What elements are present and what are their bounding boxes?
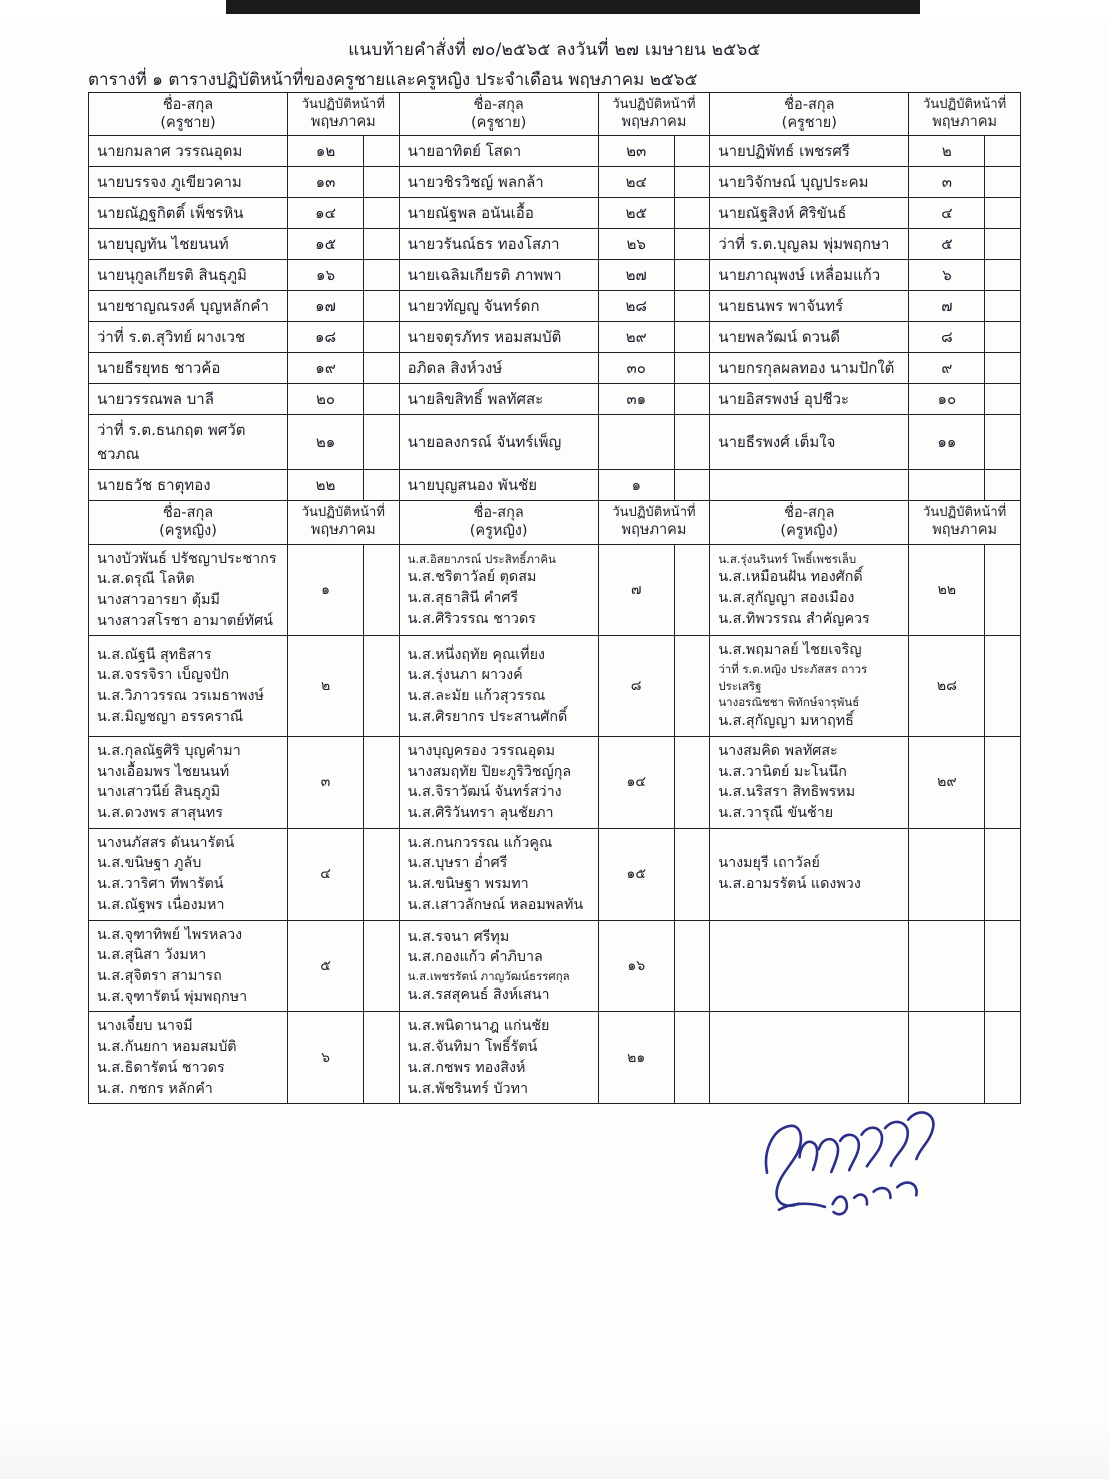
spare-cell bbox=[364, 384, 400, 415]
duty-date-cell: ๒๔ bbox=[598, 167, 674, 198]
table-row bbox=[89, 353, 1021, 384]
spare-cell bbox=[364, 198, 400, 229]
duty-date-cell: ๙ bbox=[909, 353, 985, 384]
duty-date-cell: ๓๑ bbox=[598, 384, 674, 415]
list-item: น.ส.อิสยาภรณ์ ประสิทธิ์ภาคิน bbox=[407, 551, 556, 566]
teacher-name-group-cell bbox=[399, 828, 598, 920]
table-row bbox=[89, 198, 1021, 229]
spare-cell bbox=[674, 260, 710, 291]
teacher-name-cell: นายวทัญญู จันทร์ดก bbox=[399, 291, 598, 322]
spare-cell bbox=[364, 828, 400, 920]
spare-cell bbox=[364, 353, 400, 384]
list-item: น.ส.จุฑารัตน์ พุ่มพฤกษา bbox=[97, 988, 248, 1005]
teacher-name-group-cell bbox=[89, 544, 288, 636]
spare-cell bbox=[985, 544, 1021, 636]
teacher-name-cell: อภิดล สิงห์วงษ์ bbox=[399, 353, 598, 384]
teacher-name-group-cell bbox=[399, 920, 598, 1012]
table-row-group bbox=[89, 636, 1021, 736]
list-item: นางสาวสโรชา อามาตย์ทัศน์ bbox=[97, 612, 273, 629]
header-date-female: วันปฏิบัติหน้าที่ พฤษภาคม bbox=[287, 501, 399, 544]
duty-date-cell: ๒๐ bbox=[287, 384, 363, 415]
spare-cell bbox=[674, 415, 710, 470]
duty-date-cell: ๑๗ bbox=[287, 291, 363, 322]
list-item: น.ส.ทิพวรรณ สำคัญควร bbox=[718, 610, 870, 627]
duty-date-cell: ๑๔ bbox=[287, 198, 363, 229]
teacher-name-cell: นายปฏิพัทธ์ เพชรศรี bbox=[710, 136, 909, 167]
list-item: นางบุญครอง วรรณอุดม bbox=[407, 742, 555, 759]
teacher-name-group-cell bbox=[710, 1012, 909, 1104]
list-item: น.ส.จิราวัฒน์ จันทร์สว่าง bbox=[407, 784, 562, 801]
duty-date-cell: ๒๒ bbox=[909, 544, 985, 636]
spare-cell bbox=[674, 136, 710, 167]
duty-date-cell: ๑๐ bbox=[909, 384, 985, 415]
spare-cell bbox=[674, 384, 710, 415]
duty-date-cell: ๒๙ bbox=[598, 322, 674, 353]
teacher-name-cell: นายธวัช ธาตุทอง bbox=[89, 470, 288, 501]
spare-cell bbox=[674, 736, 710, 828]
duty-date-cell: ๑๕ bbox=[287, 229, 363, 260]
duty-roster-table bbox=[88, 92, 1021, 1104]
spare-cell bbox=[364, 636, 400, 736]
duty-date-cell: ๕ bbox=[909, 229, 985, 260]
spare-cell bbox=[364, 167, 400, 198]
duty-date-cell: ๔ bbox=[287, 828, 363, 920]
duty-date-cell: ๗ bbox=[909, 291, 985, 322]
duty-date-cell: ๑๔ bbox=[598, 736, 674, 828]
duty-date-cell: ๑๙ bbox=[287, 353, 363, 384]
duty-date-cell: ๖ bbox=[909, 260, 985, 291]
list-item: น.ส.กชพร ทองสิงห์ bbox=[407, 1059, 526, 1076]
list-item: น.ส.ศิริวันทรา ลุนชัยภา bbox=[407, 804, 554, 821]
spare-cell bbox=[985, 920, 1021, 1012]
teacher-name-cell: นายบุญสนอง พันชัย bbox=[399, 470, 598, 501]
header-name-male: ชื่อ-สกุล (ครูชาย) bbox=[89, 93, 288, 136]
table-row bbox=[89, 322, 1021, 353]
spare-cell bbox=[674, 636, 710, 736]
list-item: นางอรณิชชา พิทักษ์จารุพันธ์ bbox=[718, 695, 860, 710]
document-header-line-2: ตารางที่ ๑ ตารางปฏิบัติหน้าที่ของครูชายและครูหญิง ประจำเดือน พฤษภาคม ๒๕๖๕ bbox=[88, 70, 698, 90]
list-item: น.ส.วานิตย์ มะโนนึก bbox=[718, 763, 847, 780]
spare-cell bbox=[674, 828, 710, 920]
table-row-group bbox=[89, 736, 1021, 828]
duty-date-cell: ๒๑ bbox=[598, 1012, 674, 1104]
teacher-name-group-cell bbox=[399, 736, 598, 828]
list-item: น.ส.กนกวรรณ แก้วคูณ bbox=[407, 834, 553, 851]
table-header-row-female bbox=[89, 501, 1021, 544]
duty-date-cell: ๑๒ bbox=[287, 136, 363, 167]
spare-cell bbox=[985, 229, 1021, 260]
duty-date-cell: ๕ bbox=[287, 920, 363, 1012]
list-item: น.ส.กุลณัฐศิริ บุญคำมา bbox=[97, 742, 241, 759]
duty-date-cell: ๒๗ bbox=[598, 260, 674, 291]
table-row-group bbox=[89, 1012, 1021, 1104]
list-item: น.ส.บุษรา อ่ำศรี bbox=[407, 855, 508, 872]
duty-date-cell: ๒๘ bbox=[598, 291, 674, 322]
list-item: น.ส.ขนิษฐา พรมทา bbox=[407, 876, 529, 893]
spare-cell bbox=[364, 229, 400, 260]
table-row bbox=[89, 384, 1021, 415]
duty-date-cell: ๓๐ bbox=[598, 353, 674, 384]
spare-cell bbox=[674, 1012, 710, 1104]
spare-cell bbox=[364, 291, 400, 322]
table-row bbox=[89, 167, 1021, 198]
list-item: น.ส. กชกร หลักคำ bbox=[97, 1080, 213, 1097]
teacher-name-cell: นายณัฏฐกิตติ์ เพ็ชรหิน bbox=[89, 198, 288, 229]
list-item: น.ส.รุ่งนรินทร์ โพธิ์เพชรเล็บ bbox=[718, 551, 857, 566]
teacher-name-cell: นายพลวัฒน์ ดวนดี bbox=[710, 322, 909, 353]
list-item: นางเจี๋ยบ นาจมี bbox=[97, 1018, 193, 1035]
teacher-name-group-cell bbox=[710, 736, 909, 828]
list-item: น.ส.เพชรรัตน์ ภาญวัฒน์ธรรศกุล bbox=[407, 969, 570, 984]
spare-cell bbox=[364, 415, 400, 470]
teacher-name-group-cell bbox=[89, 736, 288, 828]
spare-cell bbox=[674, 920, 710, 1012]
spare-cell bbox=[985, 136, 1021, 167]
list-item: น.ส.สุกัญญา มหาฤทธิ์ bbox=[718, 713, 854, 730]
spare-cell bbox=[985, 415, 1021, 470]
table-row bbox=[89, 470, 1021, 501]
list-item: น.ส.ละมัย แก้วสุวรรณ bbox=[407, 688, 546, 705]
duty-date-cell: ๒๓ bbox=[598, 136, 674, 167]
table-row-group bbox=[89, 828, 1021, 920]
spare-cell bbox=[674, 544, 710, 636]
teacher-name-cell: นายธนพร พาจันทร์ bbox=[710, 291, 909, 322]
teacher-name-cell: นายบุญทัน ไชยนนท์ bbox=[89, 229, 288, 260]
teacher-name-cell: นายนุกูลเกียรติ สินธุภูมิ bbox=[89, 260, 288, 291]
duty-date-cell: ๑ bbox=[287, 544, 363, 636]
duty-date-cell bbox=[909, 920, 985, 1012]
list-item: น.ส.จรรจิรา เบ็ญจปัก bbox=[97, 667, 230, 684]
teacher-name-group-cell bbox=[89, 1012, 288, 1104]
duty-date-cell: ๘ bbox=[909, 322, 985, 353]
duty-date-cell: ๔ bbox=[909, 198, 985, 229]
duty-date-cell: ๒๑ bbox=[287, 415, 363, 470]
list-item: น.ส.เหมือนฝัน ทองศักดิ์ bbox=[718, 569, 863, 586]
spare-cell bbox=[985, 167, 1021, 198]
list-item: น.ส.ดวงพร สาสุนทร bbox=[97, 804, 223, 821]
teacher-name-cell: ว่าที่ ร.ต.ธนกฤต พศวัตชวภณ bbox=[89, 415, 288, 470]
duty-date-cell: ๒๒ bbox=[287, 470, 363, 501]
list-item: น.ส.รสสุคนธ์ สิงห์เสนา bbox=[407, 986, 550, 1003]
teacher-name-cell: นายภาณุพงษ์ เหลื่อมแก้ว bbox=[710, 260, 909, 291]
list-item: น.ส.เสาวลักษณ์ หลอมพลทัน bbox=[407, 896, 584, 913]
list-item: นางเสาวนีย์ สินธุภูมิ bbox=[97, 784, 221, 801]
spare-cell bbox=[674, 291, 710, 322]
teacher-name-cell: นายวิจักษณ์ บุญประคม bbox=[710, 167, 909, 198]
list-item: นางเอื้อมพร ไชยนนท์ bbox=[97, 763, 230, 780]
spare-cell bbox=[674, 229, 710, 260]
spare-cell bbox=[674, 167, 710, 198]
list-item: นางนภัสสร ดันนารัตน์ bbox=[97, 834, 235, 851]
teacher-name-cell: นายจตุรภัทร หอมสมบัติ bbox=[399, 322, 598, 353]
table-row-group bbox=[89, 544, 1021, 636]
teacher-name-cell: นายอาทิตย์ โสดา bbox=[399, 136, 598, 167]
spare-cell bbox=[985, 322, 1021, 353]
header-date-female: วันปฏิบัติหน้าที่ พฤษภาคม bbox=[598, 501, 710, 544]
list-item: น.ส.จันทิมา โพธิ์รัตน์ bbox=[407, 1039, 538, 1056]
duty-date-cell bbox=[909, 1012, 985, 1104]
teacher-name-cell: นายบรรจง ภูเขียวคาม bbox=[89, 167, 288, 198]
table-row bbox=[89, 136, 1021, 167]
teacher-name-cell: นายกมลาศ วรรณอุดม bbox=[89, 136, 288, 167]
header-date-male: วันปฏิบัติหน้าที่ พฤษภาคม bbox=[909, 93, 1021, 136]
teacher-name-group-cell bbox=[710, 636, 909, 736]
duty-date-cell bbox=[598, 415, 674, 470]
spare-cell bbox=[985, 384, 1021, 415]
spare-cell bbox=[674, 470, 710, 501]
list-item: น.ส.พัชรินทร์ บัวทา bbox=[407, 1080, 529, 1097]
list-item: น.ส.มิญชญา อรรคราณี bbox=[97, 708, 244, 725]
header-name-female: ชื่อ-สกุล (ครูหญิง) bbox=[89, 501, 288, 544]
list-item: น.ส.วิภาวรรณ วรเมธาพงษ์ bbox=[97, 688, 264, 705]
table-row bbox=[89, 229, 1021, 260]
spare-cell bbox=[364, 920, 400, 1012]
list-item: น.ส.สุกัญญา สองเมือง bbox=[718, 589, 855, 606]
table-row bbox=[89, 260, 1021, 291]
list-item: น.ส.ณัฐพร เนื่องมหา bbox=[97, 896, 225, 913]
spare-cell bbox=[985, 1012, 1021, 1104]
teacher-name-cell: ว่าที่ ร.ต.สุวิทย์ ผางเวช bbox=[89, 322, 288, 353]
list-item: น.ส.พฤมาลย์ ไชยเจริญ bbox=[718, 642, 862, 659]
document-header-line-1: แนบท้ายคำสั่งที่ ๗๐/๒๕๖๕ ลงวันที่ ๒๗ เมษายน ๒๕๖๕ bbox=[348, 40, 761, 60]
spare-cell bbox=[364, 136, 400, 167]
spare-cell bbox=[985, 260, 1021, 291]
teacher-name-cell: นายชาญณรงค์ บุญหลักคำ bbox=[89, 291, 288, 322]
header-date-male: วันปฏิบัติหน้าที่ พฤษภาคม bbox=[598, 93, 710, 136]
teacher-name-cell: นายลิขสิทธิ์ พลทัศสะ bbox=[399, 384, 598, 415]
duty-date-cell bbox=[909, 828, 985, 920]
list-item: น.ส.อามรรัตน์ แดงพวง bbox=[718, 876, 861, 893]
spare-cell bbox=[364, 322, 400, 353]
duty-date-cell: ๑๖ bbox=[598, 920, 674, 1012]
header-name-female: ชื่อ-สกุล (ครูหญิง) bbox=[399, 501, 598, 544]
list-item: น.ส.นริสรา สิทธิพรหม bbox=[718, 784, 856, 801]
spare-cell bbox=[364, 470, 400, 501]
list-item: น.ส.หนึ่งฤทัย คุณเที่ยง bbox=[407, 646, 545, 663]
teacher-name-cell: นายกรกุลผลทอง นามปักใต้ bbox=[710, 353, 909, 384]
duty-date-cell: ๑๘ bbox=[287, 322, 363, 353]
list-item: น.ส.สุนิสา วังมหา bbox=[97, 947, 207, 964]
teacher-name-cell: นายอลงกรณ์ จันทร์เพ็ญ bbox=[399, 415, 598, 470]
header-name-male: ชื่อ-สกุล (ครูชาย) bbox=[710, 93, 909, 136]
teacher-name-group-cell bbox=[89, 828, 288, 920]
teacher-name-cell: นายณัฐพล อนันเอื้อ bbox=[399, 198, 598, 229]
duty-date-cell: ๗ bbox=[598, 544, 674, 636]
teacher-name-cell: นายอิสรพงษ์ อุปชีวะ bbox=[710, 384, 909, 415]
spare-cell bbox=[985, 291, 1021, 322]
duty-date-cell: ๑๓ bbox=[287, 167, 363, 198]
teacher-name-group-cell bbox=[399, 636, 598, 736]
teacher-name-cell bbox=[710, 470, 909, 501]
list-item: นางบัวพันธ์ ปรัชญาประชากร bbox=[97, 550, 277, 567]
list-item: น.ส.ธิดารัตน์ ชาวดร bbox=[97, 1059, 225, 1076]
duty-date-cell: ๓ bbox=[287, 736, 363, 828]
duty-date-cell: ๑ bbox=[598, 470, 674, 501]
duty-date-cell: ๒๘ bbox=[909, 636, 985, 736]
list-item: น.ส.ศิริวรรณ ชาวดร bbox=[407, 610, 536, 627]
header-date-male: วันปฏิบัติหน้าที่ พฤษภาคม bbox=[287, 93, 399, 136]
list-item: น.ส.กันยกา หอมสมบัติ bbox=[97, 1039, 237, 1056]
teacher-name-group-cell bbox=[399, 1012, 598, 1104]
spare-cell bbox=[674, 198, 710, 229]
list-item: น.ส.จุฑาทิพย์ ไพรหลวง bbox=[97, 926, 243, 943]
header-name-female: ชื่อ-สกุล (ครูหญิง) bbox=[710, 501, 909, 544]
list-item: น.ส.ณัฐนี สุทธิสาร bbox=[97, 646, 212, 663]
teacher-name-group-cell bbox=[89, 636, 288, 736]
duty-date-cell bbox=[909, 470, 985, 501]
spare-cell bbox=[364, 1012, 400, 1104]
duty-date-cell: ๒๕ bbox=[598, 198, 674, 229]
duty-date-cell: ๑๕ bbox=[598, 828, 674, 920]
list-item: น.ส.สุธาสินี คำศรี bbox=[407, 589, 519, 606]
list-item: น.ส.วารุณี ขันช้าย bbox=[718, 804, 834, 821]
header-name-male: ชื่อ-สกุล (ครูชาย) bbox=[399, 93, 598, 136]
list-item: ว่าที่ ร.ต.หญิง ประภัสสร ถาวรประเสริฐ bbox=[718, 662, 868, 693]
teacher-name-cell: นายเฉลิมเกียรติ ภาพพา bbox=[399, 260, 598, 291]
spare-cell bbox=[674, 353, 710, 384]
spare-cell bbox=[985, 470, 1021, 501]
duty-date-cell: ๑๑ bbox=[909, 415, 985, 470]
list-item: น.ส.รุ่งนภา ผาวงค์ bbox=[407, 667, 523, 684]
spare-cell bbox=[985, 828, 1021, 920]
list-item: น.ส.ชริตาวัลย์ ตุดสม bbox=[407, 569, 537, 586]
table-row bbox=[89, 415, 1021, 470]
teacher-name-group-cell bbox=[89, 920, 288, 1012]
table-row-group bbox=[89, 920, 1021, 1012]
spare-cell bbox=[985, 736, 1021, 828]
spare-cell bbox=[364, 544, 400, 636]
list-item: น.ส.ขนิษฐา ภูลับ bbox=[97, 855, 202, 872]
teacher-name-cell: นายวชิรวิชญ์ พลกล้า bbox=[399, 167, 598, 198]
teacher-name-cell: ว่าที่ ร.ต.บุญลม พุ่มพฤกษา bbox=[710, 229, 909, 260]
teacher-name-cell: นายธีรยุทธ ชาวค้อ bbox=[89, 353, 288, 384]
list-item: น.ส.ดรุณี โลหิต bbox=[97, 571, 195, 588]
teacher-name-group-cell bbox=[710, 920, 909, 1012]
teacher-name-group-cell bbox=[710, 544, 909, 636]
spare-cell bbox=[985, 353, 1021, 384]
list-item: น.ส.ศิรยากร ประสานศักดิ์ bbox=[407, 708, 568, 725]
duty-date-cell: ๑๖ bbox=[287, 260, 363, 291]
teacher-name-group-cell bbox=[710, 828, 909, 920]
list-item: น.ส.รจนา ศรีทุม bbox=[407, 928, 510, 945]
spare-cell bbox=[364, 260, 400, 291]
duty-date-cell: ๒ bbox=[287, 636, 363, 736]
list-item: น.ส.กองแก้ว คำภิบาล bbox=[407, 949, 543, 966]
header-date-female: วันปฏิบัติหน้าที่ พฤษภาคม bbox=[909, 501, 1021, 544]
duty-date-cell: ๖ bbox=[287, 1012, 363, 1104]
table-row bbox=[89, 291, 1021, 322]
duty-date-cell: ๒๖ bbox=[598, 229, 674, 260]
teacher-name-cell: นายวรันณ์ธร ทองโสภา bbox=[399, 229, 598, 260]
duty-date-cell: ๒ bbox=[909, 136, 985, 167]
teacher-name-cell: นายธีรพงศ์ เต็มใจ bbox=[710, 415, 909, 470]
page-bottom-shade bbox=[0, 1419, 1109, 1479]
list-item: นางสมฤทัย ปิยะภูริวิชญ์กุล bbox=[407, 763, 572, 780]
spare-cell bbox=[364, 736, 400, 828]
duty-date-cell: ๘ bbox=[598, 636, 674, 736]
teacher-name-cell: นายวรรณพล บาลี bbox=[89, 384, 288, 415]
list-item: น.ส.วาริศา ทีพารัตน์ bbox=[97, 876, 224, 893]
duty-date-cell: ๒๙ bbox=[909, 736, 985, 828]
teacher-name-group-cell bbox=[399, 544, 598, 636]
list-item: นางสมคิด พลทัศสะ bbox=[718, 742, 838, 759]
list-item: น.ส.พนิดานาฎ แก่นชัย bbox=[407, 1018, 550, 1035]
list-item: นางสาวอารยา ตุ้มมี bbox=[97, 591, 220, 608]
list-item: น.ส.สุจิตรา สามารถ bbox=[97, 968, 222, 985]
teacher-name-cell: นายณัฐสิงห์ ศิริขันธ์ bbox=[710, 198, 909, 229]
spare-cell bbox=[674, 322, 710, 353]
spare-cell bbox=[985, 198, 1021, 229]
table-header-row-male bbox=[89, 93, 1021, 136]
duty-date-cell: ๓ bbox=[909, 167, 985, 198]
list-item: นางมยุรี เถาวัลย์ bbox=[718, 855, 820, 872]
spare-cell bbox=[985, 636, 1021, 736]
